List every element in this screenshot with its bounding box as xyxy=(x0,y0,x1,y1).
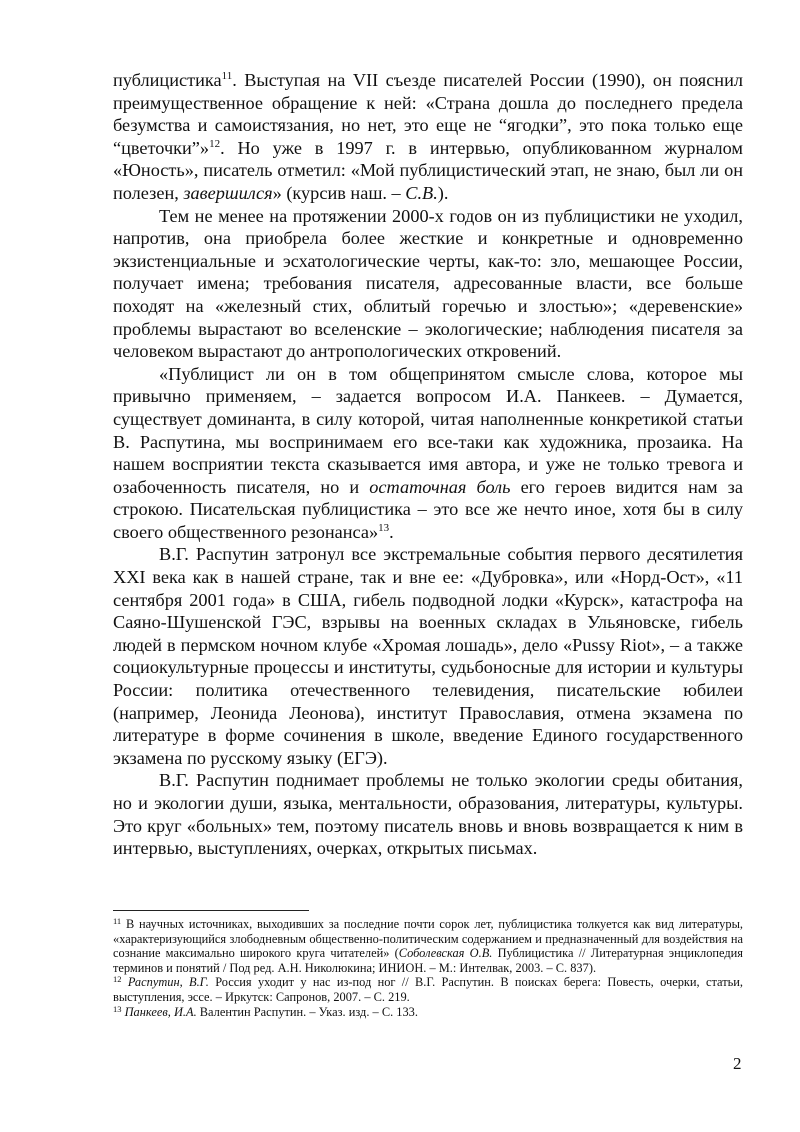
italic-text: С.В. xyxy=(405,182,438,203)
footnote-separator xyxy=(113,910,309,911)
page-number: 2 xyxy=(733,1054,742,1073)
text-run: . xyxy=(389,521,394,542)
footnote xyxy=(113,975,743,1004)
paragraph xyxy=(113,363,743,544)
italic-text: Распутин, В.Г. xyxy=(127,975,209,990)
text-run: . Но уже в 1997 г. в интервью, опубликованном журналом «Юность», писатель отметил: «Мой публицистический этап, не знаю, был ли он полезен, xyxy=(113,137,743,203)
paragraph xyxy=(113,769,743,859)
footnote-reference: 12 xyxy=(209,137,221,150)
footnote xyxy=(113,917,743,975)
footnote-reference: 11 xyxy=(221,70,233,82)
footnotes xyxy=(113,917,743,1019)
paragraph xyxy=(113,205,743,363)
text-run: . Выступая на VII съезде писателей России (1990), он пояснил преимущественное обращение к ней: «Страна дошла до последнего предела безумства и самоистязания, но нет, это еще не “ягодки”, это пока только еще “цветочки”» xyxy=(113,70,743,158)
paragraph xyxy=(113,69,743,205)
text-run: Россия уходит у нас из-под ног // В.Г. Распутин. В поисках берега: Повесть, очерки, статьи, выступления, эссе. – Иркутск: Сапронов, 2007. – С. 219. xyxy=(113,975,743,1004)
text-run: Валентин Распутин. – Указ. изд. – С. 133. xyxy=(196,1004,418,1019)
body-text xyxy=(113,69,743,860)
italic-text: Панкеев, И.А. xyxy=(124,1004,197,1019)
footnote-number: 12 xyxy=(113,974,122,985)
footnote-reference: 13 xyxy=(378,521,390,534)
text-run: его героев видится нам за строкою. Писательская публицистика – это все же нечто иное, хотя бы в силу своего общественного резонанса» xyxy=(113,476,743,542)
footnote xyxy=(113,1005,743,1020)
italic-text: завершился xyxy=(183,182,273,203)
italic-text: Соболевская О.В. xyxy=(398,946,493,961)
text-run: » (курсив наш. – xyxy=(272,182,406,203)
text-run: В научных источниках, выходивших за последние почти сорок лет, публицистика толкуется как вид литературы, «характеризующийся злободневным общественно-политическим содержанием и предназначенный для воздействия на сознание максимально широкого круга читателей» ( xyxy=(113,917,743,961)
text-run: ). xyxy=(437,182,449,203)
text-run: «Публицист ли он в том общепринятом смысле слова, которое мы привычно применяем, – задается вопросом И.А. Панкеев. – Думается, существует доминанта, в силу которой, читая наполненные конкретикой статьи В. Распутина, мы воспринимаем его все-таки как художника, прозаика. На нашем восприятии текста сказывается имя автора, и уже не только тревога и озабоченность писателя, но и xyxy=(113,363,743,497)
footnote-number: 13 xyxy=(113,1003,122,1014)
italic-text: остаточная боль xyxy=(369,476,511,497)
paragraph xyxy=(113,543,743,769)
text-run: Тем не менее на протяжении 2000-х годов он из публицистики не уходил, напротив, она приобрела более жесткие и конкретные и одновременно экзистенциальные и эсхатологические черты, как-то: зло, мешающее России, получает имена; требования писателя, адресованные власти, все больше походят на «железный стих, облитый горечью и злостью»; «деревенские» проблемы вырастают во вселенские – экологические; наблюдения писателя за человеком вырастают до антропологических откровений. xyxy=(113,205,743,362)
footnote-number: 11 xyxy=(113,916,122,926)
text-run: Публицистика // Литературная энциклопедия терминов и понятий / Под ред. А.Н. Николюкина; ИНИОН. – М.: Интелвак, 2003. – С. 837). xyxy=(113,946,743,975)
text-run: публицистика xyxy=(113,70,222,90)
text-run: В.Г. Распутин затронул все экстремальные события первого десятилетия XXI века как в нашей стране, так и вне ее: «Дубровка», или «Норд-Ост», «11 сентября 2001 года» в США, гибель подводной лодки «Курск», катастрофа на Саяно-Шушенской ГЭС, взрывы на военных складах в Ульяновске, гибель людей в пермском ночном клубе «Хромая лошадь», дело «Pussy Riot», – а также социокультурные процессы и институты, судьбоносные для истории и культуры России: политика отечественного телевидения, писательские юбилеи (например, Леонида Леонова), институт Православия, отмена экзамена по литературе в форме сочинения в школе, введение Единого государственного экзамена по русскому языку (ЕГЭ). xyxy=(113,544,743,768)
text-run: В.Г. Распутин поднимает проблемы не только экологии среды обитания, но и экологии души, языка, ментальности, образования, литературы, культуры. Это круг «больных» тем, поэтому писатель вновь и вновь возвращается к ним в интервью, выступлениях, очерках, открытых письмах. xyxy=(113,770,743,859)
